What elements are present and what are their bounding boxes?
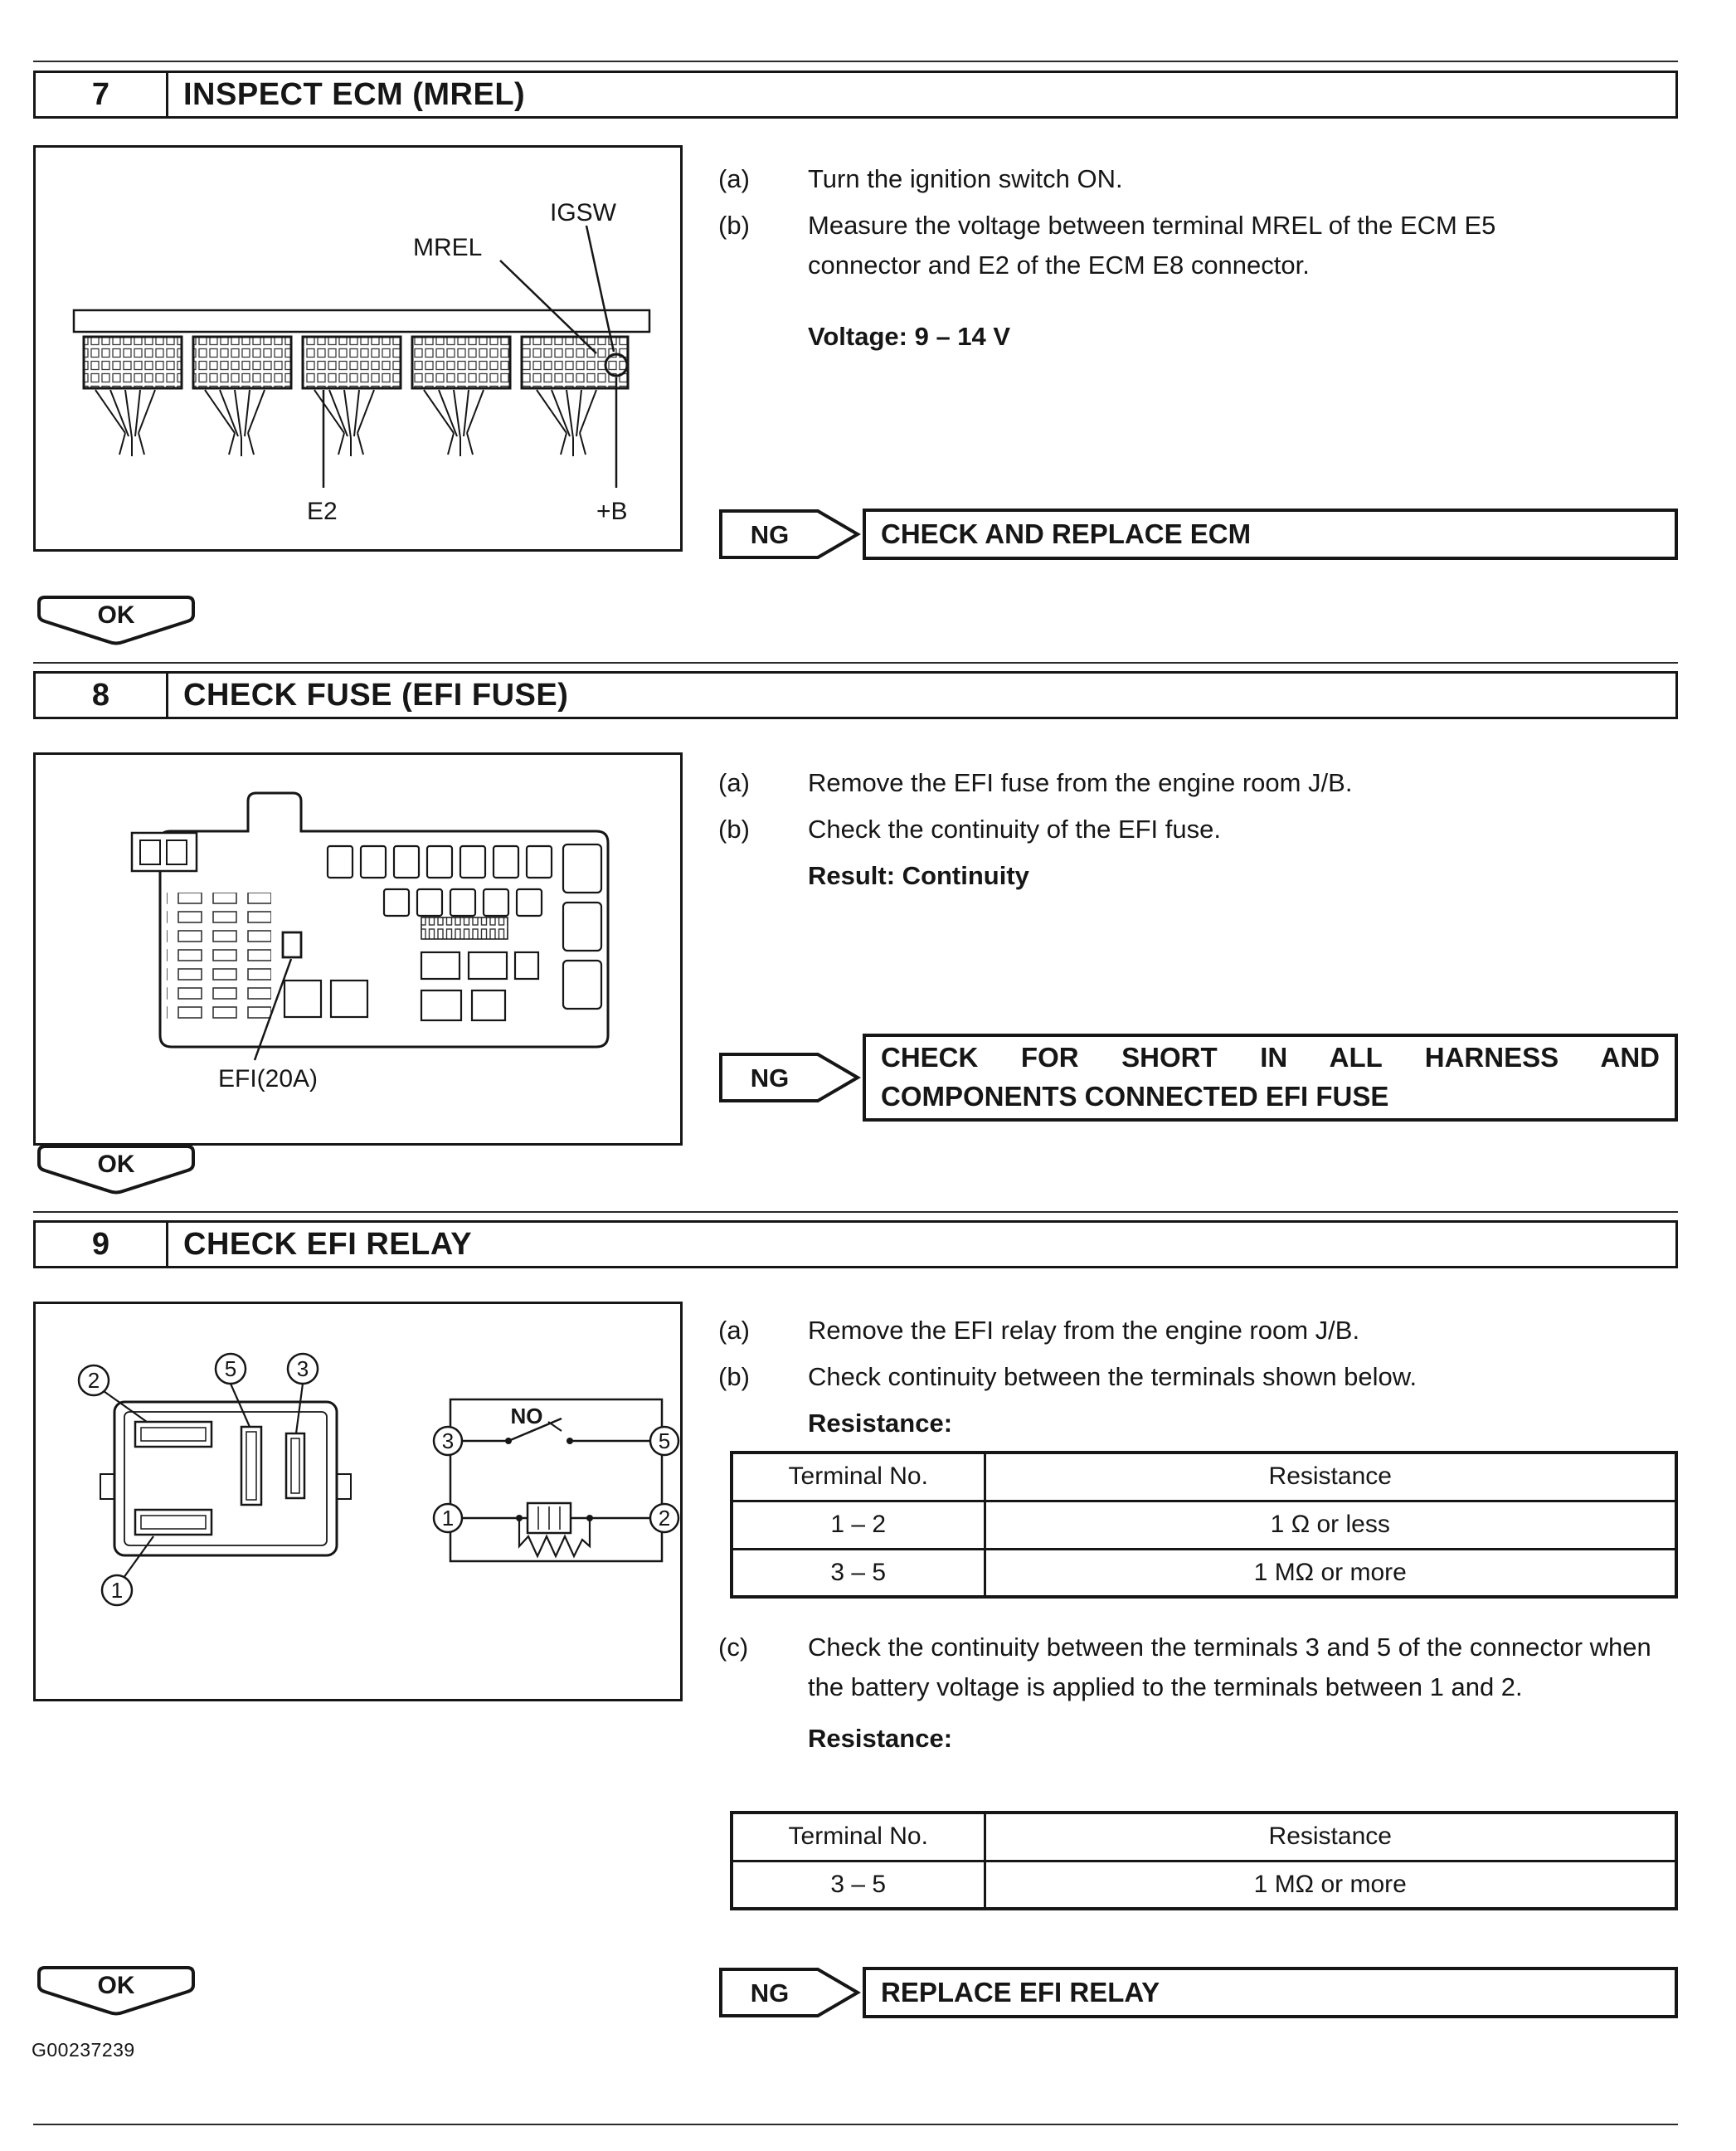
fuse-box-connector-tab (132, 833, 197, 871)
relay-physical (79, 1354, 351, 1605)
section-divider (33, 61, 1678, 62)
item-text: Remove the EFI relay from the engine room J/B. (808, 1316, 1360, 1345)
page-bottom-rule (33, 2124, 1678, 2125)
item-label: (a) (718, 164, 750, 193)
step7-instructions (718, 159, 1680, 357)
fuse-box-diagram (36, 755, 680, 1143)
instruction-item (718, 1357, 1680, 1397)
step8-number: 8 (36, 674, 168, 717)
column-header: Terminal No. (732, 1813, 985, 1861)
item-label: (c) (718, 1633, 749, 1662)
item-text: Turn the ignition switch ON. (808, 164, 1123, 193)
terminal-cell: 1 – 2 (732, 1501, 985, 1549)
schematic-terminal-1-label: 1 (441, 1506, 455, 1531)
ecm-connector-diagram (36, 148, 680, 549)
resistance-cell: 1 Ω or less (985, 1501, 1676, 1549)
ng-label: NG (750, 1063, 790, 1093)
figure-code: G00237239 (32, 2039, 135, 2061)
step8-instructions (718, 763, 1680, 896)
table-header-row (732, 1813, 1676, 1861)
ok-label: OK (97, 1151, 135, 1178)
terminal-1-label: 1 (110, 1578, 124, 1603)
item-label: (b) (718, 815, 750, 844)
instruction-item (718, 810, 1680, 849)
relay-schematic (434, 1399, 678, 1561)
ng-action-line: COMPONENTS CONNECTED EFI FUSE (881, 1081, 1389, 1112)
result-spec: Result: Continuity (808, 861, 1029, 891)
efi-fuse (283, 932, 301, 957)
item-label: (b) (718, 211, 750, 241)
table-header-row (732, 1453, 1676, 1501)
efi-relay-diagram (36, 1304, 680, 1699)
step7-figure (33, 145, 683, 552)
fuses-and-relays (167, 844, 601, 1024)
instruction-item (718, 159, 1680, 199)
step7-number: 7 (36, 73, 168, 116)
item-label: (a) (718, 768, 750, 797)
terminal-5-label: 5 (224, 1356, 237, 1381)
efi-fuse-label: EFI(20A) (218, 1065, 319, 1093)
step9-number: 9 (36, 1223, 168, 1266)
ng-action-line: CHECK FOR SHORT IN ALL HARNESS AND (881, 1042, 1660, 1073)
ng-label: NG (750, 520, 790, 549)
step8-figure (33, 752, 683, 1146)
step7-ng-action: CHECK AND REPLACE ECM (863, 509, 1678, 560)
step9-ng-action: REPLACE EFI RELAY (863, 1967, 1678, 2018)
ok-badge-icon (33, 1143, 199, 1196)
column-header: Terminal No. (732, 1453, 985, 1501)
ok-badge-icon (33, 1964, 199, 2017)
instruction-item (718, 1311, 1680, 1350)
item-label: (b) (718, 1362, 750, 1392)
table-row (732, 1501, 1676, 1549)
terminal-2-label: 2 (87, 1368, 100, 1393)
table-row (732, 1549, 1676, 1597)
resistance-spec: Resistance: (808, 1409, 953, 1438)
ng-arrow-icon (718, 1967, 863, 2018)
ng-label: NG (750, 1978, 790, 2007)
item-text: Measure the voltage between terminal MREL of the ECM E5 connector and E2 of the ECM E8 connector. (808, 211, 1496, 280)
step7-header (33, 71, 1678, 119)
step9-instructions-c (718, 1628, 1680, 1759)
ok-badge-icon (33, 594, 199, 647)
step9-figure (33, 1302, 683, 1701)
step9-title: CHECK EFI RELAY (183, 1226, 473, 1262)
ok-label: OK (97, 601, 135, 629)
resistance-cell: 1 MΩ or more (985, 1861, 1676, 1909)
resistance-table-1 (730, 1451, 1678, 1599)
section-divider (33, 1211, 1678, 1213)
step9-instructions (718, 1311, 1680, 1443)
item-text: Check the continuity of the EFI fuse. (808, 815, 1221, 844)
resistance-cell: 1 MΩ or more (985, 1549, 1676, 1597)
voltage-spec: Voltage: 9 – 14 V (808, 322, 1011, 352)
section-divider (33, 662, 1678, 664)
resistance-spec: Resistance: (808, 1724, 953, 1754)
plus-b-terminal-label: +B (596, 498, 628, 525)
e2-terminal-label: E2 (307, 498, 338, 525)
step8-ng-action (863, 1034, 1678, 1122)
mrel-terminal-label: MREL (413, 234, 483, 261)
schematic-terminal-3-label: 3 (441, 1428, 455, 1453)
step8-header (33, 671, 1678, 719)
step9-header (33, 1220, 1678, 1268)
terminal-cell: 3 – 5 (732, 1549, 985, 1597)
item-text: Check the continuity between the terminals 3 and 5 of the connector when the battery voltage is applied to the terminals between 1 and 2. (808, 1633, 1651, 1702)
ng-arrow-icon (718, 1052, 863, 1103)
normally-open-label: NO (510, 1404, 543, 1428)
terminal-cell: 3 – 5 (732, 1861, 985, 1909)
igsw-terminal-label: IGSW (550, 199, 616, 226)
instruction-item (718, 1628, 1680, 1707)
wire-fans (95, 390, 596, 456)
step8-title: CHECK FUSE (EFI FUSE) (183, 677, 569, 713)
schematic-terminal-5-label: 5 (658, 1428, 671, 1453)
ok-label: OK (97, 1972, 135, 1999)
schematic-terminal-2-label: 2 (658, 1506, 671, 1531)
instruction-item (718, 206, 1680, 285)
terminal-3-label: 3 (296, 1356, 309, 1381)
step7-title: INSPECT ECM (MREL) (183, 76, 526, 112)
resistance-table-2 (730, 1811, 1678, 1910)
item-text: Remove the EFI fuse from the engine room J/B. (808, 768, 1353, 797)
column-header: Resistance (985, 1453, 1676, 1501)
item-label: (a) (718, 1316, 750, 1345)
item-text: Check continuity between the terminals shown below. (808, 1362, 1417, 1392)
table-row (732, 1861, 1676, 1909)
column-header: Resistance (985, 1813, 1676, 1861)
instruction-item (718, 763, 1680, 803)
ng-arrow-icon (718, 509, 863, 560)
